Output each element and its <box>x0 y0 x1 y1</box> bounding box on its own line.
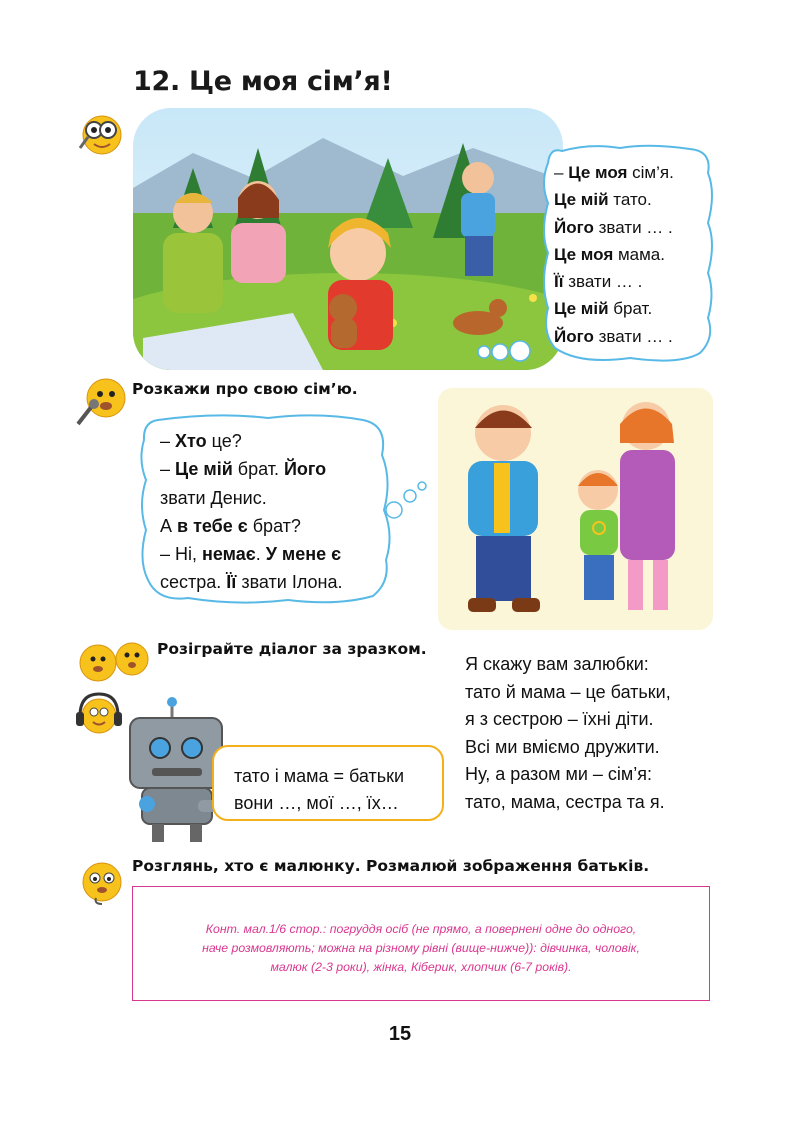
text-span: тато. <box>608 190 652 210</box>
dialogue1-line <box>554 241 674 268</box>
bold-phrase: У мене є <box>265 544 342 565</box>
dialogue1-line <box>554 323 674 350</box>
dialogue1-text <box>554 159 674 350</box>
text-span: – Ні, <box>160 544 203 565</box>
task1-instruction: Розкажи про свою сім’ю. <box>132 380 358 398</box>
poem-line: Всі ми вміємо дружити. <box>465 736 660 757</box>
text-span: брат. <box>232 459 284 480</box>
page-number: 15 <box>388 1023 412 1045</box>
lesson-title: 12. Це моя сім’я! <box>133 66 393 97</box>
dialogue2-line <box>160 455 343 483</box>
dialogue2-line <box>160 427 343 455</box>
children-illustration <box>428 388 718 630</box>
text-span: брат. <box>608 299 653 319</box>
microphone-face-icon <box>72 376 130 428</box>
text-span: А <box>160 515 178 536</box>
text-span: мама. <box>613 244 665 264</box>
note-line-3: малюк (2-3 роки), жінка, Кіберик, хлопчик (6-7 років). <box>270 960 572 974</box>
dialogue2-line <box>160 484 343 512</box>
magnifier-face-icon <box>74 108 126 158</box>
dialogue1-line <box>554 268 674 295</box>
text-span: сім’я. <box>627 163 674 182</box>
bold-phrase: Його <box>283 459 327 480</box>
note-line-2: наче розмовляють; можна на різному рівні (вище-нижче)): дівчинка, чоловік, <box>202 941 640 955</box>
thinking-face-icon <box>76 858 128 908</box>
task3-instruction: Розглянь, хто є малюнку. Розмалюй зображення батьків. <box>132 857 650 875</box>
bubble-tail-circles <box>474 338 544 366</box>
dialogue2-line <box>160 540 343 568</box>
text-span: звати … . <box>563 272 643 292</box>
dialogue2-line <box>160 568 343 596</box>
hint-line-2: вони …, мої …, їх… <box>234 793 399 813</box>
bold-phrase: Це мій <box>175 459 233 480</box>
text-span: – <box>160 459 176 480</box>
illustration-note-box <box>132 886 710 1001</box>
bold-phrase: Його <box>554 326 594 346</box>
dialogue1-line <box>554 186 674 213</box>
poem <box>465 651 671 817</box>
family-picnic-illustration <box>133 108 563 370</box>
text-span: брат? <box>247 515 301 536</box>
poem-line: Ну, а разом ми – сім’я: <box>465 764 653 785</box>
bold-phrase: Це моя <box>568 163 628 182</box>
bold-phrase: Його <box>554 217 594 237</box>
poem-line: я з сестрою – їхні діти. <box>465 709 654 730</box>
bold-phrase: немає <box>202 544 256 565</box>
text-span: – <box>160 431 176 451</box>
poem-line: Я скажу вам залюбки: <box>465 654 649 674</box>
family-dialogue-bubble <box>540 143 715 365</box>
robot-hint-box <box>212 745 444 821</box>
text-span: звати Ілона. <box>236 572 343 593</box>
text-span: звати Денис. <box>160 487 267 508</box>
dialogue1-line <box>554 295 674 322</box>
brother-dialogue-bubble <box>138 410 438 610</box>
bold-phrase: в тебе є <box>177 515 248 536</box>
poem-line: тато, мама, сестра та я. <box>465 791 665 812</box>
bold-phrase: Її <box>554 272 564 292</box>
poem-line: тато й мама – це батьки, <box>465 681 671 702</box>
text-span: сестра. <box>160 572 227 593</box>
two-faces-icon <box>76 641 156 683</box>
text-span: звати … . <box>593 326 673 346</box>
text-span: . <box>255 544 266 565</box>
text-span: це? <box>206 431 242 451</box>
note-line-1: Конт. мал.1/6 стор.: погруддя осіб (не прямо, а повернені одне до одного, <box>205 922 637 936</box>
dialogue1-line <box>554 214 674 241</box>
dialogue2-text <box>160 427 343 597</box>
hint-line-1: тато і мама = батьки <box>234 766 405 786</box>
text-span: – <box>554 163 569 182</box>
dialogue1-line <box>554 159 674 186</box>
bold-phrase: Це моя <box>554 244 614 264</box>
bold-phrase: Хто <box>175 431 207 451</box>
dialogue2-line <box>160 512 343 540</box>
bold-phrase: Це мій <box>554 190 609 210</box>
text-span: звати … . <box>593 217 673 237</box>
bold-phrase: Її <box>226 572 237 593</box>
task2-instruction: Розіграйте діалог за зразком. <box>157 640 427 658</box>
bold-phrase: Це мій <box>554 299 609 319</box>
